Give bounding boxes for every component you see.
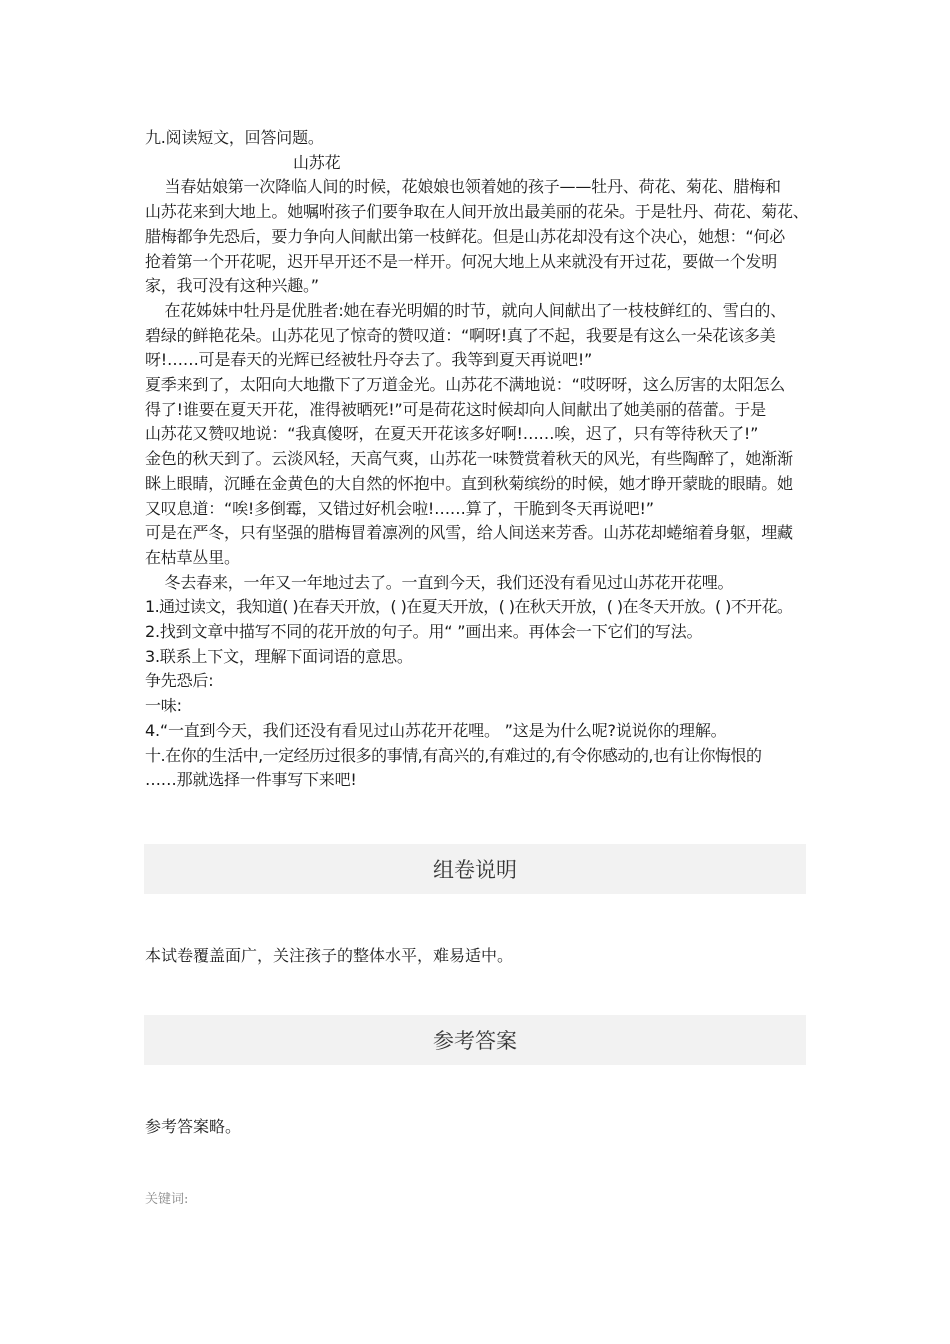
question-1: 1.通过读文，我知道( )在春天开放，( )在夏天开放，( )在秋天开放，( )在冬天开放。( )不开花。 [145, 597, 793, 617]
passage-line: 夏季来到了，太阳向大地撒下了万道金光。山苏花不满地说：“哎呀呀，这么厉害的太阳怎么 [145, 375, 786, 395]
passage-line: 山苏花来到大地上。她嘱咐孩子们要争取在人间开放出最美丽的花朵。于是牡丹、荷花、菊花、 [145, 202, 809, 222]
answer-section-title: 参考答案 [433, 1029, 517, 1053]
question-heading: 九.阅读短文，回答问题。 [145, 128, 324, 147]
question-3-term-1: 争先恐后: [145, 671, 214, 691]
passage-line: 得了!谁要在夏天开花，准得被晒死!”可是荷花这时候却向人间献出了她美丽的蓓蕾。于是 [145, 399, 766, 419]
question-3-term-2: 一味: [145, 696, 182, 716]
passage-title: 山苏花 [293, 152, 341, 172]
passage-line: 呀!……可是春天的光辉已经被牡丹夺去了。我等到夏天再说吧!” [145, 350, 593, 370]
question-2: 2.找到文章中描写不同的花开放的句子。用“ ”画出来。再体会一下它们的写法。 [145, 622, 703, 642]
answer-section-header [144, 1015, 806, 1065]
passage-line: 在花姊妹中牡丹是优胜者:她在春光明媚的时节，就向人间献出了一枝枝鲜红的、雪白的、 [145, 300, 786, 320]
passage-line: 当春姑娘第一次降临人间的时候，花娘娘也领着她的孩子——牡丹、荷花、菊花、腊梅和 [145, 177, 781, 197]
passage-line: 家，我可没有这种兴趣。” [145, 276, 319, 296]
question-3: 3.联系上下文，理解下面词语的意思。 [145, 646, 413, 666]
passage-line: 可是在严冬，只有坚强的腊梅冒着凛冽的风雪，给人间送来芳香。山苏花却蜷缩着身躯，埋藏 [145, 523, 793, 543]
writing-prompt-cont: ……那就选择一件事写下来吧! [145, 770, 357, 790]
passage-line: 山苏花又赞叹地说：“我真傻呀，在夏天开花该多好啊!……唉，迟了，只有等待秋天了!” [145, 424, 759, 444]
keywords-label: 关键词: [145, 1192, 189, 1207]
passage-line: 眯上眼睛，沉睡在金黄色的大自然的怀抱中。直到秋菊缤纷的时候，她才睁开蒙眬的眼睛。她 [145, 473, 793, 493]
passage-line: 抢着第一个开花呢，迟开早开还不是一样开。何况大地上从来就没有开过花，要做一个发明 [145, 251, 778, 271]
writing-prompt: 十.在你的生活中,一定经历过很多的事情,有高兴的,有难过的,有令你感动的,也有让你悔恨的 [145, 745, 762, 765]
reading-passage [145, 126, 807, 793]
passage-line: 又叹息道：“唉!多倒霉，又错过好机会啦!……算了，干脆到冬天再说吧!” [145, 498, 654, 518]
passage-line: 碧绿的鲜艳花朵。山苏花见了惊奇的赞叹道：“啊呀!真了不起，我要是有这么一朵花该多美 [145, 325, 776, 345]
composition-section-header [144, 844, 806, 894]
composition-description: 本试卷覆盖面广，关注孩子的整体水平，难易适中。 [145, 946, 514, 965]
composition-section-title: 组卷说明 [433, 858, 517, 882]
passage-line: 冬去春来，一年又一年地过去了。一直到今天，我们还没有看见过山苏花开花哩。 [145, 572, 734, 592]
answer-text: 参考答案略。 [145, 1117, 242, 1136]
passage-line: 金色的秋天到了。云淡风轻，天高气爽，山苏花一味赞赏着秋天的风光，有些陶醉了，她渐渐 [145, 449, 793, 469]
question-4: 4.“一直到今天，我们还没有看见过山苏花开花哩。 ”这是为什么呢?说说你的理解。 [145, 720, 727, 740]
passage-line: 腊梅都争先恐后，要力争向人间献出第一枝鲜花。但是山苏花却没有这个决心，她想：“何必 [145, 226, 786, 246]
passage-line: 在枯草丛里。 [145, 547, 240, 567]
